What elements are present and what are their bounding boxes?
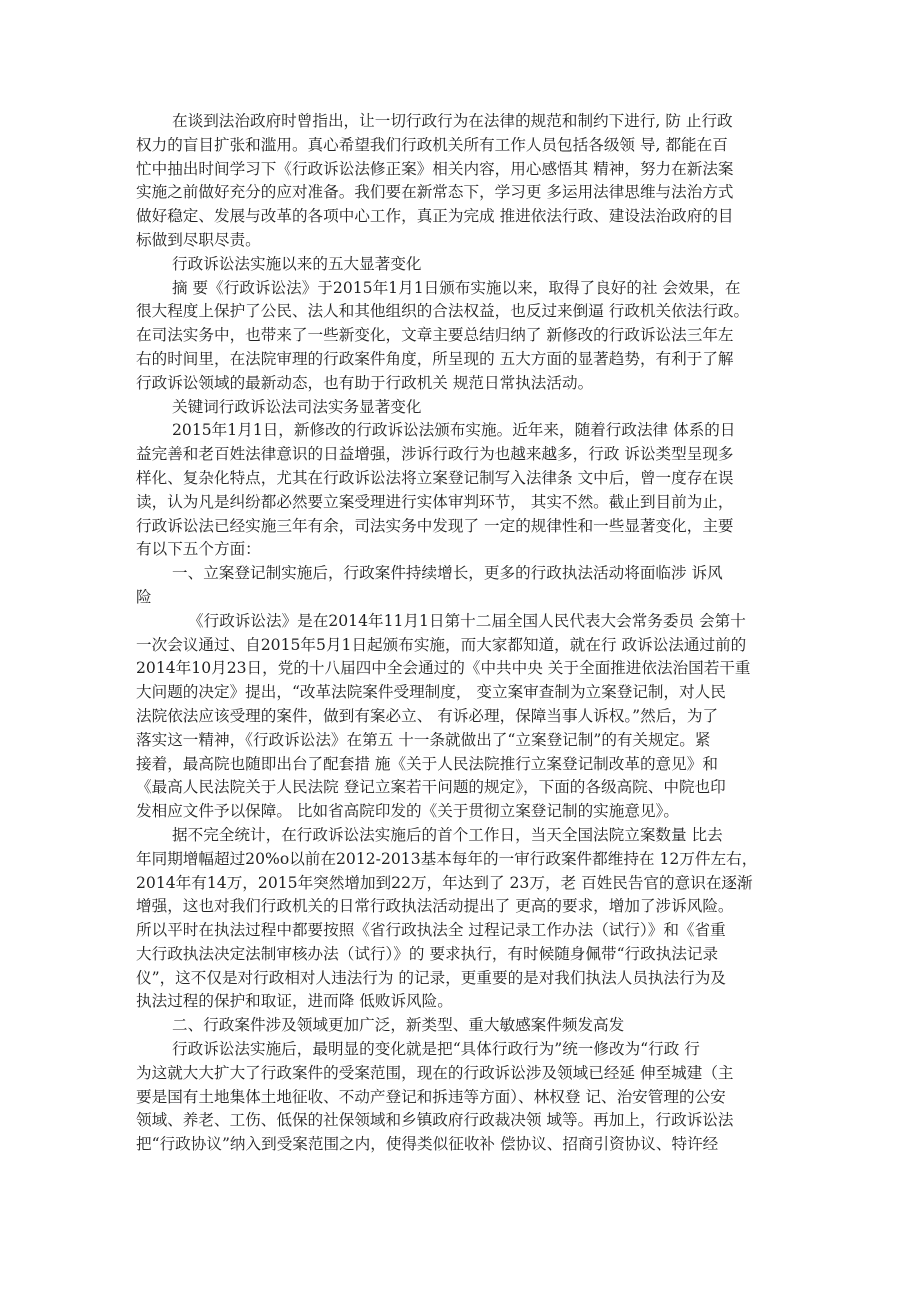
- overview-paragraph: [136, 419, 788, 562]
- text-line: 领域、养老、工伤、低保的社保领域和乡镇政府行政裁决领 域等。再加上，行政诉讼法: [136, 1111, 734, 1130]
- text-line: 仪”，这不仅是对行政相对人违法行为 的记录，更重要的是对我们执法人员执法行为及: [136, 968, 726, 987]
- text-line: 一、立案登记制实施后，行政案件持续增长，更多的行政执法活动将面临涉 诉风: [172, 564, 723, 583]
- text-line: 大问题的决定》提出，“改革法院案件受理制度， 变立案审查制为立案登记制，对人民: [136, 683, 726, 702]
- section2-paragraph-1: [136, 1038, 788, 1157]
- text-line: 《最高人民法院关于人民法院 登记立案若干问题的规定》，下面的各级高院、中院也印: [136, 778, 726, 797]
- text-line: 2015年1月1日，新修改的行政诉讼法颁布实施。近年来，随着行政法律 体系的日: [172, 421, 736, 440]
- article-title: 行政诉讼法实施以来的五大显著变化: [172, 254, 422, 273]
- text-line: 为这就大大扩大了行政案件的受案范围，现在的行政诉讼涉及领域已经延 伸至城建（主: [136, 1063, 734, 1082]
- text-line: 忙中抽出时间学习下《行政诉讼法修正案》相关内容，用心感悟其 精神，努力在新法案: [136, 159, 734, 178]
- text-line: 一次会议通过、自2015年5月1日起颁布实施，而大家都知道，就在行 政诉讼法通过前的: [136, 635, 747, 654]
- text-line: 行政诉讼法实施后，最明显的变化就是把“具体行政行为”统一修改为“行政 行: [172, 1040, 700, 1059]
- abstract-paragraph: [136, 277, 788, 396]
- text-line: 很大程度上保护了公民、法人和其他组织的合法权益，也反过来倒逼 行政机关依法行政。: [136, 302, 750, 321]
- text-line: 权力的盲目扩张和滥用。真心希望我们行政机关所有工作人员包括各级领 导, 都能在百: [136, 135, 728, 154]
- text-line: 在谈到法治政府时曾指出，让一切行政行为在法律的规范和制约下进行, 防 止行政: [172, 112, 733, 130]
- text-line: 2014年10月23日，党的十八届四中全会通过的《中共中央 关于全面推进依法治国若干重: [136, 659, 751, 678]
- text-line: 险: [136, 587, 152, 606]
- text-line: 有以下五个方面：: [136, 540, 261, 559]
- text-line: 做好稳定、发展与改革的各项中心工作，真正为完成 推进依法行政、建设法治政府的目: [136, 207, 734, 226]
- section1-paragraph-2: [136, 824, 788, 1014]
- text-line: 行政诉讼法已经实施三年有余，司法实务中发现了 一定的规律性和一些显著变化，主要: [136, 516, 734, 535]
- text-line: 益完善和老百姓法律意识的日益增强，涉诉行政行为也越来越多，行政 诉讼类型呈现多: [136, 445, 734, 464]
- section-heading-2: 二、行政案件涉及领域更加广泛，新类型、重大敏感案件频发高发: [172, 1016, 625, 1035]
- text-line: 发相应文件予以保障。 比如省高院印发的《关于贯彻立案登记制的实施意见》。: [136, 802, 679, 821]
- section1-paragraph-1: [136, 610, 788, 824]
- text-line: 增强，这也对我们行政机关的日常行政执法活动提出了 更高的要求，增加了涉诉风险。: [136, 897, 734, 916]
- text-line: 据不完全统计，在行政诉讼法实施后的首个工作日，当天全国法院立案数量 比去: [172, 825, 723, 844]
- text-line: 行政诉讼领域的最新动态，也有助于行政机关 规范日常执法活动。: [136, 373, 594, 392]
- text-line: 摘 要《行政诉讼法》于2015年1月1日颁布实施以来，取得了良好的社 会效果，在: [172, 278, 741, 297]
- text-line: 2014年有14万，2015年突然增加到22万，年达到了 23万，老 百姓民告官的意识在逐渐: [136, 873, 753, 892]
- text-line: 在司法实务中，也带来了一些新变化，文章主要总结归纳了 新修改的行政诉讼法三年左: [136, 326, 734, 345]
- text-line: 所以平时在执法过程中都要按照《省行政执法全 过程记录工作办法（试行）》和《省重: [136, 921, 726, 940]
- text-line: 法院依法应该受理的案件，做到有案必立、 有诉必理，保障当事人诉权。”然后，为了: [136, 706, 719, 725]
- text-line: 样化、复杂化特点，尤其在行政诉讼法将立案登记制写入法律条 文中后，曾一度存在误: [136, 468, 734, 487]
- text-line: 实施之前做好充分的应对准备。我们要在新常态下，学习更 多运用法律思维与法治方式: [136, 183, 734, 202]
- text-line: 右的时间里，在法院审理的行政案件角度，所呈现的 五大方面的显著趋势，有利于了解: [136, 349, 734, 368]
- intro-paragraph: [136, 110, 788, 253]
- text-line: 执法过程的保护和取证，进而降 低败诉风险。: [136, 992, 453, 1011]
- text-line: 要是国有土地集体土地征收、不动产登记和拆违等方面）、林权登 记、治安管理的公安: [136, 1087, 726, 1106]
- text-line: 年同期增幅超过20%o以前在2012-2013基本每年的一审行政案件都维持在 12万件左右，: [136, 849, 758, 868]
- text-line: 标做到尽职尽责。: [136, 230, 261, 249]
- text-line: 把“行政协议”纳入到受案范围之内，使得类似征收补 偿协议、招商引资协议、特许经: [136, 1135, 719, 1154]
- text-line: 接着，最高院也随即出台了配套措 施《关于人民法院推行立案登记制改革的意见》和: [136, 754, 718, 773]
- text-line: 《行政诉讼法》是在2014年11月1日第十二届全国人民代表大会常务委员 会第十: [188, 611, 746, 630]
- keywords-line: 关键词行政诉讼法司法实务显著变化: [172, 397, 422, 416]
- text-line: 大行政执法决定法制审核办法（试行）》的 要求执行，有时候随身佩带“行政执法记录: [136, 944, 719, 963]
- text-line: 读，认为凡是纠纷都必然要立案受理进行实体审判环节， 其实不然。截止到目前为止，: [136, 492, 734, 511]
- text-line: 落实这一精神，《行政诉讼法》在第五 十一条就做出了“立案登记制”的有关规定。紧: [136, 730, 711, 749]
- document-page: [136, 110, 788, 1157]
- section-heading-1: [136, 562, 788, 610]
